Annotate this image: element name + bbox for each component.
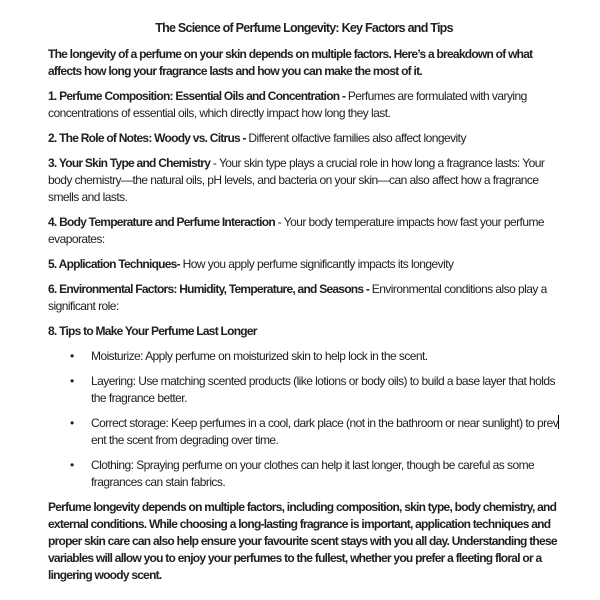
section-paragraph-2	[48, 130, 560, 147]
conclusion-paragraph: Perfume longevity depends on multiple factors, including composition, skin type, body chemistry, and external conditions. While choosing a long-lasting fragrance is important, application techniques and proper skin care can also help ensure your favourite scent stays with you all day. Understanding these variables will allow you to enjoy your perfumes to the fullest, whether you prefer a fleeting floral or a lingering woody scent.	[48, 500, 557, 582]
section-paragraph-3	[48, 155, 560, 206]
section-6-body: Environmental conditions also play a significant role:	[48, 282, 547, 313]
tip-item-clothing	[48, 457, 560, 491]
section-3-body: - Your skin type plays a crucial role in how long a fragrance lasts: Your body chemistry—the natural oils, pH levels, and bacteria on your skin—can also affect how a fragrance smells and lasts.	[48, 156, 545, 204]
section-6-heading: 6. Environmental Factors: Humidity, Temperature, and Seasons -	[48, 282, 372, 296]
section-2-body: Different olfactive families also affect longevity	[248, 131, 466, 145]
section-4-body: - Your body temperature impacts how fast your perfume evaporates:	[48, 215, 545, 246]
document-title: The Science of Perfume Longevity: Key Factors and Tips	[155, 21, 453, 35]
tip-item-storage	[48, 415, 560, 449]
tips-list	[48, 348, 560, 491]
section-5-body: How you apply perfume significantly impacts its longevity	[179, 257, 454, 271]
section-paragraph-1	[48, 88, 560, 122]
intro-paragraph: The longevity of a perfume on your skin depends on multiple factors. Here’s a breakdown of what affects how long your fragrance lasts and how you can make the most of it.	[48, 47, 533, 78]
tip-item-storage-text-before-caret: Correct storage: Keep perfumes in a cool, dark place (not in the bathroom or near sunlight) to prev	[91, 416, 559, 430]
section-paragraph-5	[48, 256, 560, 273]
tip-item-layering	[48, 373, 560, 407]
section-5-heading: 5. Application Techniques-	[48, 257, 180, 271]
section-3-heading: 3. Your Skin Type and Chemistry	[48, 156, 211, 170]
tip-item-moisturize-text: Moisturize: Apply perfume on moisturized skin to help lock in the scent.	[91, 349, 428, 363]
tip-item-moisturize	[48, 348, 560, 365]
section-2-heading: 2. The Role of Notes: Woody vs. Citrus -	[48, 131, 249, 145]
section-4-heading: 4. Body Temperature and Perfume Interaction	[48, 215, 275, 229]
tip-item-storage-text-after-caret: ent the scent from degrading over time.	[91, 433, 279, 447]
tip-item-clothing-text: Clothing: Spraying perfume on your clothes can help it last longer, though be careful as some fragrances can stain fabrics.	[91, 458, 535, 489]
section-1-heading: 1. Perfume Composition: Essential Oils and Concentration -	[48, 89, 348, 103]
section-1-body: Perfumes are formulated with varying concentrations of essential oils, which directly impact how long they last.	[48, 89, 527, 120]
tip-item-layering-text: Layering: Use matching scented products (like lotions or body oils) to build a base layer that holds the fragrance better.	[91, 374, 555, 405]
section-paragraph-6	[48, 281, 560, 315]
section-paragraph-4	[48, 214, 560, 248]
tips-heading: 8. Tips to Make Your Perfume Last Longer	[48, 324, 257, 338]
text-caret	[558, 415, 559, 429]
